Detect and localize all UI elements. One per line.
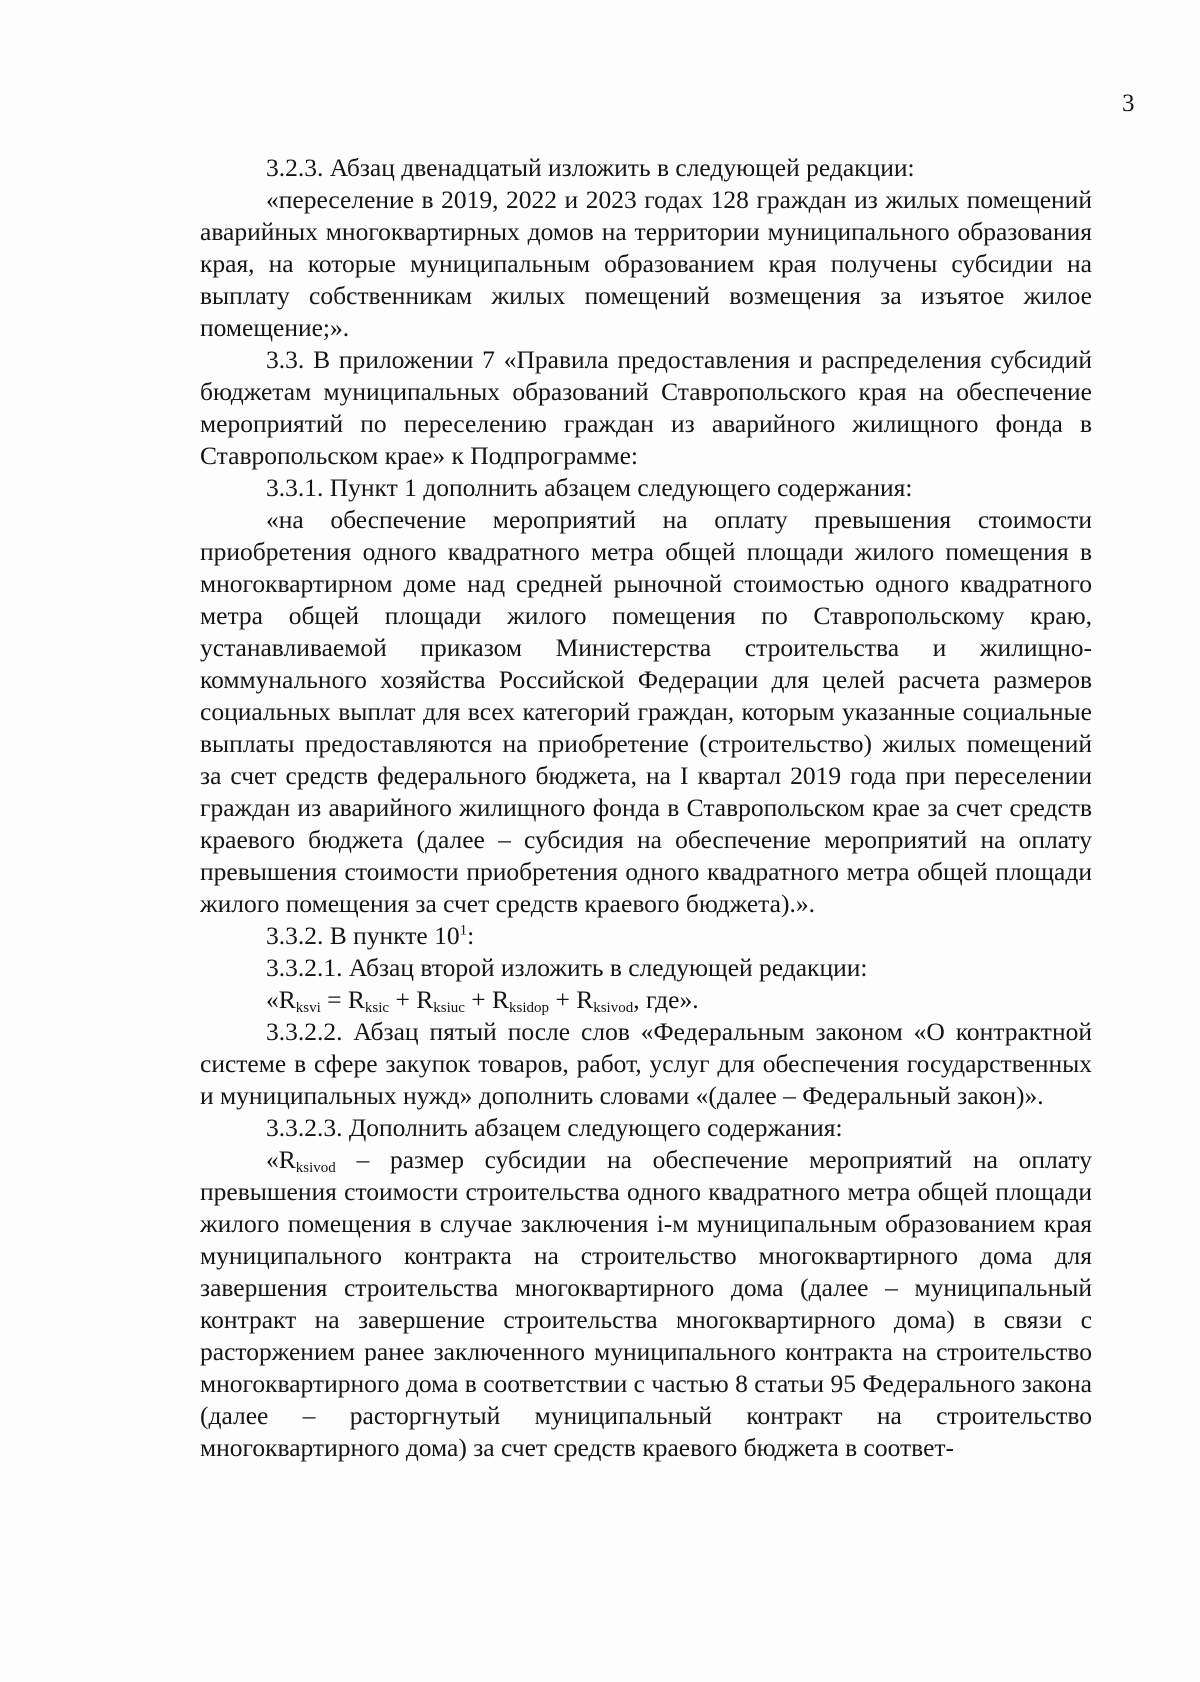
paragraph-definition <box>200 1144 1092 1464</box>
paragraph-3-3: 3.3. В приложении 7 «Правила предоставления и распределения субсидий бюджетам муниципальных образований Ставропольского края на обеспечение мероприятий по переселению граждан из аварийного жилищного фонда в Ставропольском крае» к Подпрограмме: <box>200 345 1092 470</box>
formula-part: + R <box>389 985 434 1014</box>
paragraph-3-3-2-tail: : <box>467 921 475 950</box>
formula-part: + R <box>464 985 510 1014</box>
formula-subscript: ksivod <box>593 1000 634 1016</box>
definition-symbol: «R <box>266 1145 296 1174</box>
formula <box>200 984 1092 1016</box>
formula-subscript: ksidop <box>509 1000 550 1016</box>
definition-subscript: ksivod <box>295 1160 336 1176</box>
formula-subscript: ksic <box>364 1000 390 1016</box>
paragraph-3-3-2-3: 3.3.2.3. Дополнить абзацем следующего содержания: <box>266 1113 843 1142</box>
paragraph-quote-resettlement: «переселение в 2019, 2022 и 2023 годах 128 граждан из жилых помещений аварийных многоквартирных домов на территории муниципального образования края, на которые муниципальным образованием края получены субсидии на выплату собственникам жилых помещений возмещения за изъятое жилое помещение;». <box>200 185 1092 342</box>
page-number: 3 <box>1122 90 1135 117</box>
formula-part: «R <box>266 985 296 1014</box>
document-body <box>200 152 1092 1464</box>
paragraph-3-3-2-1: 3.3.2.1. Абзац второй изложить в следующей редакции: <box>266 953 868 982</box>
paragraph-3-3-1: 3.3.1. Пункт 1 дополнить абзацем следующего содержания: <box>266 473 913 502</box>
paragraph-3-3-2 <box>200 920 1092 952</box>
formula-subscript: ksvi <box>295 1000 321 1016</box>
paragraph-3-2-3: 3.2.3. Абзац двенадцатый изложить в следующей редакции: <box>266 153 915 182</box>
formula-subscript: ksiuc <box>433 1000 465 1016</box>
paragraph-3-3-2-sup: 1 <box>459 922 468 939</box>
formula-part: , где». <box>633 985 699 1014</box>
formula-part: = R <box>320 985 365 1014</box>
definition-text: – размер субсидии на обеспечение мероприятий на оплату превышения стоимости строительства одного квадратного метра общей площади жилого помещения в случае заключения i-м муниципальным образованием края муниципального контракта на строительство многоквартирного дома для завершения строительства многоквартирного дома (далее – муниципальный контракт на завершение строительства многоквартирного дома) в связи с расторжением ранее заключенного муниципального контракта на строительство многоквартирного дома в соответствии с частью 8 статьи 95 Федерального закона (далее – расторгнутый муниципальный контракт на строительство многоквартирного дома) за счет средств краевого бюджета в соответ- <box>200 1145 1092 1462</box>
paragraph-3-3-2-label: 3.3.2. В пункте 10 <box>266 921 460 950</box>
formula-part: + R <box>549 985 594 1014</box>
paragraph-3-3-2-2: 3.3.2.2. Абзац пятый после слов «Федеральным законом «О контрактной системе в сфере закупок товаров, работ, услуг для обеспечения государственных и муниципальных нужд» дополнить словами «(далее – Федеральный закон)». <box>200 1017 1092 1110</box>
paragraph-quote-subsidy: «на обеспечение мероприятий на оплату превышения стоимости приобретения одного квадратного метра общей площади жилого помещения в многоквартирном доме над средней рыночной стоимостью одного квадратного метра общей площади жилого помещения по Ставропольскому краю, устанавливаемой приказом Министерства строительства и жилищно-коммунального хозяйства Российской Федерации для целей расчета размеров социальных выплат для всех категорий граждан, которым указанные социальные выплаты предоставляются на приобретение (строительство) жилых помещений за счет средств федерального бюджета, на I квартал 2019 года при переселении граждан из аварийного жилищного фонда в Ставропольском крае за счет средств краевого бюджета (далее – субсидия на обеспечение мероприятий на оплату превышения стоимости приобретения одного квадратного метра общей площади жилого помещения за счет средств краевого бюджета).». <box>200 505 1092 918</box>
